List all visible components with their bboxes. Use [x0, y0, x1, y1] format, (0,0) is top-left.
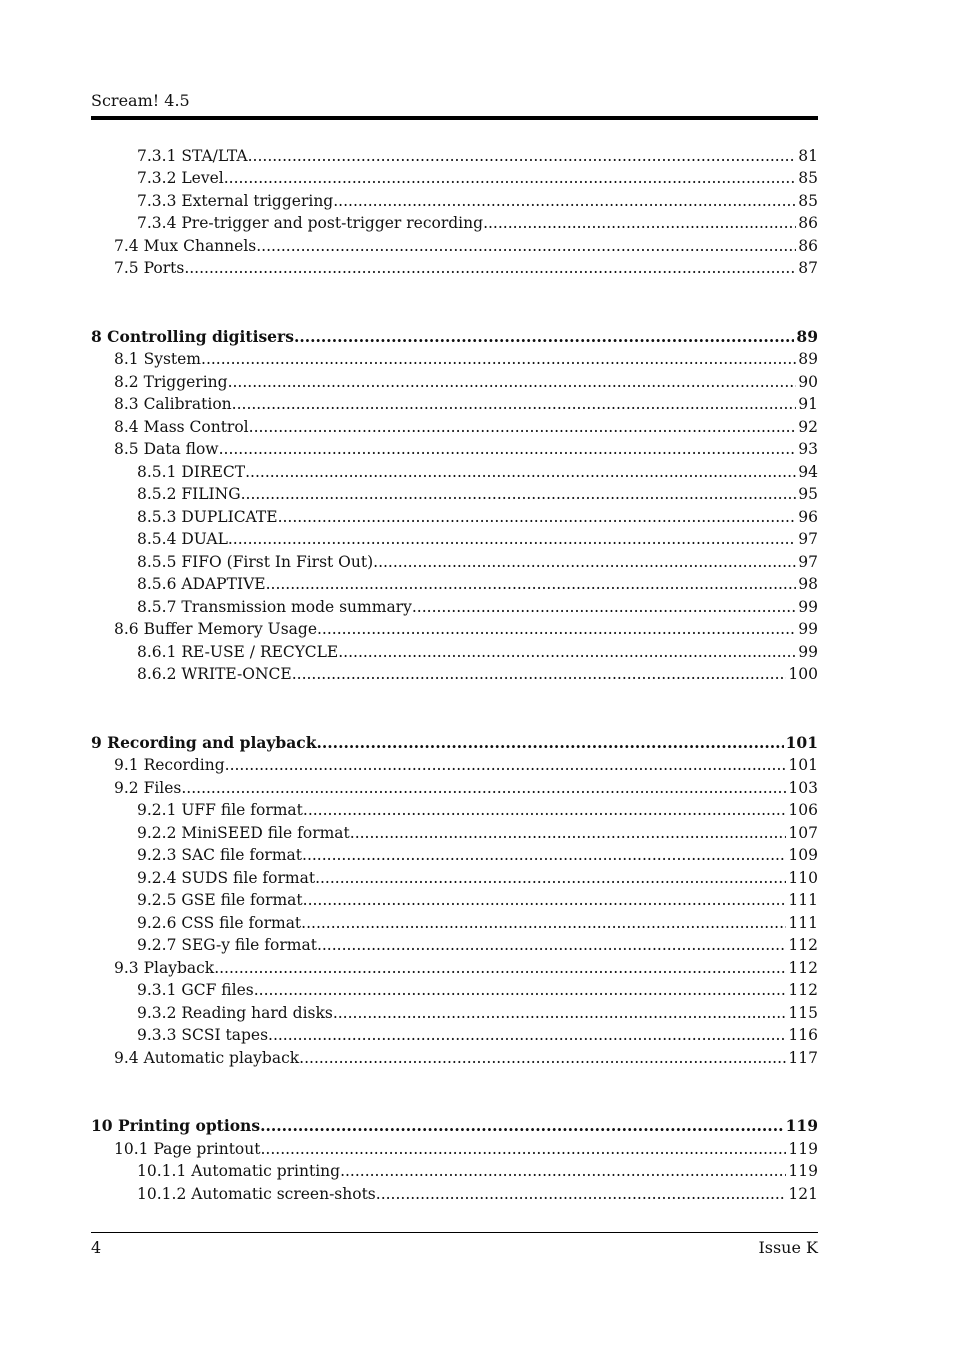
toc-entry-page: 99 — [798, 620, 818, 638]
toc-entry-title: 9.2.4 SUDS file format — [137, 868, 316, 887]
toc-entry-title: 7.5 Ports — [114, 259, 185, 277]
toc-entry-title: 8.5.3 DUPLICATE — [137, 507, 278, 526]
toc-entry-page: 116 — [788, 1026, 818, 1044]
toc-dot-leader — [294, 328, 794, 346]
toc-entry[interactable] — [91, 391, 818, 414]
header-rule — [91, 116, 818, 120]
toc-dot-leader — [278, 508, 797, 526]
toc-entry-title: 8.3 Calibration — [114, 395, 232, 413]
toc-entry[interactable] — [91, 932, 818, 955]
toc-entry-title: 9.3.3 SCSI tapes — [137, 1026, 269, 1044]
toc-entry-title: 9.2.2 MiniSEED file format — [137, 823, 350, 842]
toc-chapter-entry[interactable] — [91, 323, 818, 346]
running-header-title: Scream! 4.5 — [91, 91, 190, 110]
toc-dot-leader — [317, 620, 796, 638]
toc-entry-page: 99 — [798, 642, 818, 661]
toc-entry-title: 9.2 Files — [114, 778, 182, 797]
toc-entry-title: 8.6.2 WRITE-ONCE — [137, 665, 292, 683]
toc-dot-leader — [316, 734, 783, 752]
toc-entry[interactable] — [91, 752, 818, 775]
toc-dot-leader — [340, 1162, 786, 1180]
toc-entry-title: 8.5.4 DUAL — [137, 530, 228, 548]
footer-issue: Issue K — [758, 1238, 818, 1257]
toc-entry-page: 119 — [785, 1116, 818, 1135]
toc-entry[interactable] — [91, 638, 818, 661]
toc-entry[interactable] — [91, 819, 818, 842]
toc-entry[interactable] — [91, 458, 818, 481]
toc-entry[interactable] — [91, 1158, 818, 1181]
toc-dot-leader — [373, 553, 796, 571]
toc-dot-leader — [249, 418, 797, 436]
toc-dot-leader — [376, 1185, 787, 1203]
toc-entry-page: 107 — [788, 823, 818, 842]
footer-rule — [91, 1232, 818, 1233]
toc-entry-title: 8 Controlling digitisers — [91, 326, 294, 346]
toc-entry-page: 90 — [798, 372, 818, 391]
toc-entry-page: 106 — [788, 801, 818, 819]
toc-entry[interactable] — [91, 142, 818, 165]
toc-entry-page: 115 — [788, 1003, 818, 1022]
toc-entry-page: 103 — [788, 778, 818, 797]
toc-dot-leader — [225, 756, 787, 774]
toc-entry-title: 9.1 Recording — [114, 756, 225, 774]
toc-entry-page: 117 — [788, 1048, 818, 1067]
toc-dot-leader — [412, 598, 796, 616]
toc-dot-leader — [254, 981, 787, 999]
toc-entry-page: 119 — [788, 1139, 818, 1158]
toc-entry[interactable] — [91, 1180, 818, 1203]
toc-entry-page: 89 — [796, 326, 818, 346]
toc-entry[interactable] — [91, 413, 818, 436]
toc-dot-leader — [232, 395, 797, 413]
toc-dot-leader — [201, 350, 796, 368]
toc-entry[interactable] — [91, 977, 818, 1000]
toc-dot-leader — [266, 575, 797, 593]
toc-entry-page: 119 — [788, 1162, 818, 1180]
toc-dot-leader — [301, 914, 786, 932]
toc-entry-page: 111 — [788, 891, 818, 909]
toc-dot-leader — [241, 485, 797, 503]
toc-dot-leader — [483, 214, 796, 232]
toc-entry-page: 94 — [798, 462, 818, 481]
toc-entry-title: 8.2 Triggering — [114, 372, 228, 391]
toc-dot-leader — [350, 824, 787, 842]
toc-entry-title: 7.3.3 External triggering — [137, 191, 334, 210]
toc-entry-page: 87 — [798, 259, 818, 277]
toc-entry[interactable] — [91, 842, 818, 865]
toc-entry[interactable] — [91, 954, 818, 977]
toc-dot-leader — [219, 440, 797, 458]
toc-entry-page: 89 — [798, 350, 818, 368]
toc-entry-page: 112 — [788, 936, 818, 954]
toc-entry-title: 8.5.6 ADAPTIVE — [137, 575, 266, 593]
toc-entry[interactable] — [91, 255, 818, 278]
toc-entry[interactable] — [91, 165, 818, 188]
toc-entry-title: 7.3.1 STA/LTA — [137, 146, 248, 165]
toc-entry-title: 10.1.2 Automatic screen-shots — [137, 1184, 376, 1203]
toc-entry-title: 8.5.7 Transmission mode summary — [137, 597, 412, 616]
toc-entry-title: 9.3 Playback — [114, 958, 215, 977]
toc-entry-page: 109 — [788, 846, 818, 864]
toc-entry-page: 86 — [798, 214, 818, 232]
toc-entry-title: 8.5.2 FILING — [137, 485, 241, 503]
toc-entry-title: 9.2.1 UFF file format — [137, 801, 303, 819]
toc-entry[interactable] — [91, 548, 818, 571]
toc-entry[interactable] — [91, 210, 818, 233]
toc-entry-page: 112 — [788, 981, 818, 999]
toc-entry-title: 8.5.1 DIRECT — [137, 462, 246, 481]
toc-entry-title: 8.6 Buffer Memory Usage — [114, 620, 317, 638]
toc-entry-title: 9.2.3 SAC file format — [137, 846, 303, 864]
toc-dot-leader — [248, 147, 797, 165]
toc-entry[interactable] — [91, 797, 818, 820]
toc-dot-leader — [333, 192, 796, 210]
toc-entry-page: 98 — [798, 575, 818, 593]
toc-entry-page: 99 — [798, 597, 818, 616]
toc-entry-page: 121 — [788, 1184, 818, 1203]
toc-entry-page: 96 — [798, 507, 818, 526]
document-page — [91, 0, 818, 1351]
toc-entry-title: 9.4 Automatic playback — [114, 1048, 300, 1067]
toc-entry[interactable] — [91, 481, 818, 504]
toc-dot-leader — [256, 237, 796, 255]
toc-entry-page: 86 — [798, 236, 818, 255]
toc-entry[interactable] — [91, 661, 818, 684]
toc-entry-page: 93 — [798, 440, 818, 458]
toc-entry[interactable] — [91, 616, 818, 639]
toc-entry-title: 7.4 Mux Channels — [114, 236, 257, 255]
toc-dot-leader — [338, 643, 796, 661]
toc-dot-leader — [333, 1004, 787, 1022]
toc-entry-title: 8.4 Mass Control — [114, 417, 249, 436]
toc-entry[interactable] — [91, 887, 818, 910]
toc-dot-leader — [317, 936, 786, 954]
toc-entry[interactable] — [91, 864, 818, 887]
toc-dot-leader — [260, 1117, 784, 1135]
toc-entry-title: 9.2.6 CSS file format — [137, 913, 302, 932]
toc-entry[interactable] — [91, 436, 818, 459]
toc-entry[interactable] — [91, 187, 818, 210]
toc-dot-leader — [299, 1049, 786, 1067]
toc-entry[interactable] — [91, 1135, 818, 1158]
toc-dot-leader — [228, 530, 796, 548]
toc-dot-leader — [228, 373, 797, 391]
toc-dot-leader — [292, 665, 787, 683]
toc-dot-leader — [315, 869, 786, 887]
toc-entry-title: 8.6.1 RE-USE / RECYCLE — [137, 642, 339, 661]
toc-dot-leader — [260, 1140, 786, 1158]
toc-dot-leader — [303, 801, 787, 819]
toc-dot-leader — [303, 891, 787, 909]
toc-entry-title: 7.3.4 Pre-trigger and post-trigger recording — [137, 214, 484, 232]
toc-entry[interactable] — [91, 571, 818, 594]
toc-dot-leader — [214, 959, 786, 977]
toc-dot-leader — [224, 169, 797, 187]
toc-entry-page: 101 — [788, 756, 818, 774]
toc-entry-page: 95 — [798, 485, 818, 503]
toc-dot-leader — [184, 259, 796, 277]
toc-entry-page: 97 — [798, 552, 818, 571]
toc-entry-title: 9.3.1 GCF files — [137, 981, 254, 999]
toc-entry-title: 10 Printing options — [91, 1116, 261, 1135]
toc-dot-leader — [268, 1026, 786, 1044]
toc-dot-leader — [245, 463, 796, 481]
toc-entry[interactable] — [91, 1044, 818, 1067]
toc-entry-title: 10.1.1 Automatic printing — [137, 1162, 341, 1180]
toc-dot-leader — [181, 779, 786, 797]
toc-entry-page: 85 — [798, 191, 818, 210]
toc-entry-page: 97 — [798, 530, 818, 548]
footer-page-number: 4 — [91, 1238, 102, 1257]
toc-dot-leader — [302, 846, 786, 864]
table-of-contents — [91, 142, 818, 1203]
toc-entry-page: 91 — [798, 395, 818, 413]
toc-entry[interactable] — [91, 368, 818, 391]
toc-chapter-entry[interactable] — [91, 729, 818, 752]
toc-entry-page: 110 — [788, 868, 818, 887]
toc-entry-page: 100 — [788, 665, 818, 683]
toc-entry[interactable] — [91, 593, 818, 616]
toc-entry[interactable] — [91, 346, 818, 369]
toc-entry[interactable] — [91, 1022, 818, 1045]
toc-entry[interactable] — [91, 774, 818, 797]
toc-entry[interactable] — [91, 999, 818, 1022]
toc-entry-page: 81 — [798, 146, 818, 165]
toc-entry-title: 9 Recording and playback — [91, 732, 317, 752]
toc-entry-title: 8.5.5 FIFO (First In First Out) — [137, 552, 374, 571]
toc-entry-page: 101 — [785, 732, 818, 752]
toc-entry-title: 9.2.7 SEG-y file format — [137, 936, 317, 954]
toc-entry-page: 92 — [798, 417, 818, 436]
toc-entry-title: 7.3.2 Level — [137, 169, 224, 187]
toc-chapter-entry[interactable] — [91, 1113, 818, 1136]
toc-entry[interactable] — [91, 232, 818, 255]
toc-entry-title: 9.3.2 Reading hard disks — [137, 1003, 333, 1022]
toc-entry-page: 111 — [788, 913, 818, 932]
toc-entry-page: 112 — [788, 958, 818, 977]
toc-entry[interactable] — [91, 526, 818, 549]
toc-entry-title: 9.2.5 GSE file format — [137, 891, 303, 909]
toc-entry-page: 85 — [798, 169, 818, 187]
toc-entry-title: 8.5 Data flow — [114, 440, 219, 458]
toc-entry[interactable] — [91, 503, 818, 526]
toc-entry-title: 8.1 System — [114, 350, 202, 368]
toc-entry-title: 10.1 Page printout — [114, 1139, 261, 1158]
toc-entry[interactable] — [91, 909, 818, 932]
